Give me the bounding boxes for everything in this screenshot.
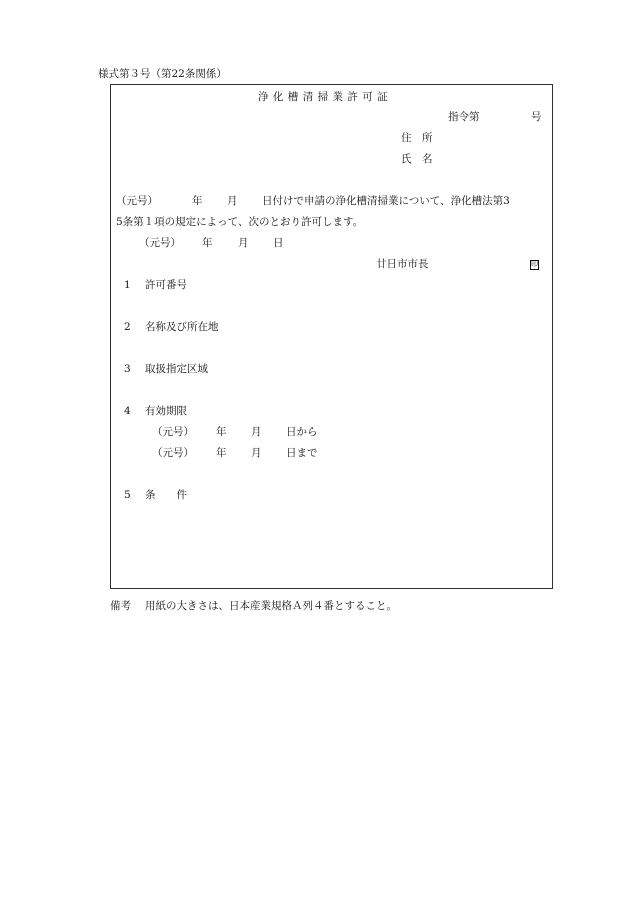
form-number-label: 様式第３号（第22条関係） [98,68,227,80]
address-label: 住 所 [401,132,433,144]
item-number: 5 [124,489,131,501]
item-number: 3 [124,363,131,375]
item-label-area: 取扱指定区域 [145,363,208,375]
validity-to-month: 月 [251,447,262,459]
item-number: 1 [124,279,131,291]
permit-form-box [110,84,553,589]
note-label: 備考 [110,600,131,612]
seal-mark [530,258,539,270]
validity-to-year: 年 [216,447,227,459]
validity-from-day: 日から [286,426,318,438]
issue-date-day: 日 [273,237,284,249]
permit-number-prefix: 指令第 [448,111,480,123]
issue-date-month: 月 [238,237,249,249]
item-label-conditions: 条 件 [145,489,187,501]
body-era: （元号） [116,195,158,207]
body-line2: 5条第１項の規定によって、次のとおり許可します。 [116,216,364,228]
issuer-title: 廿日市市長 [376,258,429,270]
note-text: 用紙の大きさは、日本産業規格Ａ列４番とすること。 [145,600,397,612]
issue-date-era: （元号） [139,237,181,249]
body-line1-rest: 日付けで申請の浄化槽清掃業について、浄化槽法第3 [262,195,510,207]
permit-title: 浄化槽清掃業許可証 [258,91,393,103]
item-label-validity: 有効期限 [145,405,187,417]
body-year: 年 [192,195,203,207]
permit-number-suffix: 号 [531,111,542,123]
validity-from-month: 月 [251,426,262,438]
item-number: 2 [124,321,131,333]
validity-to-era: （元号） [152,447,194,459]
seal-icon: 印 [531,260,538,268]
validity-to-day: 日まで [286,447,318,459]
name-label: 氏 名 [401,153,433,165]
issue-date-year: 年 [202,237,213,249]
validity-from-era: （元号） [152,426,194,438]
item-number: 4 [124,405,131,417]
item-label-name-address: 名称及び所在地 [145,321,219,333]
body-month: 月 [227,195,238,207]
item-label-permit-number: 許可番号 [145,279,187,291]
validity-from-year: 年 [216,426,227,438]
